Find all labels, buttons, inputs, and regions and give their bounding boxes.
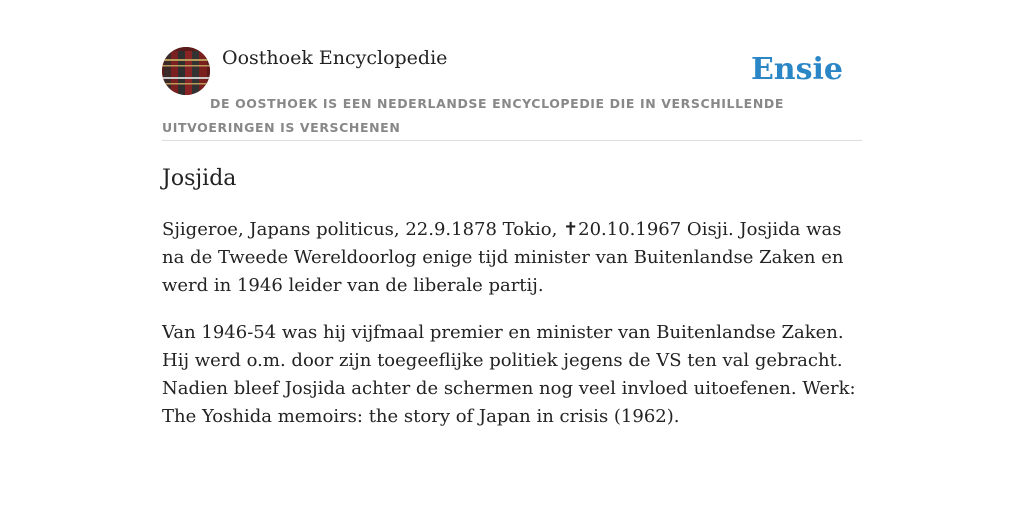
article-body bbox=[162, 216, 862, 450]
site-tagline: DE OOSTHOEK IS EEN NEDERLANDSE ENCYCLOPEDIE DIE IN VERSCHILLENDE UITVOERINGEN IS VERSCHENEN bbox=[162, 96, 784, 135]
ensie-brand-logo[interactable]: Ensie bbox=[750, 52, 843, 87]
article-paragraph: Sjigeroe, Japans politicus, 22.9.1878 Tokio, ✝20.10.1967 Oisji. Josjida was na de Tweede Wereldoorlog enige tijd minister van Buitenlandse Zaken en werd in 1946 leider van de liberale partij. bbox=[162, 219, 844, 296]
site-header bbox=[162, 46, 862, 141]
article-paragraph: Van 1946-54 was hij vijfmaal premier en minister van Buitenlandse Zaken. Hij werd o.m. door zijn toegeeflijke politiek jegens de VS ten val gebracht. Nadien bleef Josjida achter de schermen nog veel invloed uitoefenen. Werk: The Yoshida memoirs: the story of Japan in crisis (1962). bbox=[162, 322, 856, 427]
site-title[interactable]: Oosthoek Encyclopedie bbox=[222, 47, 448, 69]
encyclopedia-books-logo[interactable] bbox=[162, 47, 210, 95]
article-title: Josjida bbox=[162, 166, 237, 191]
